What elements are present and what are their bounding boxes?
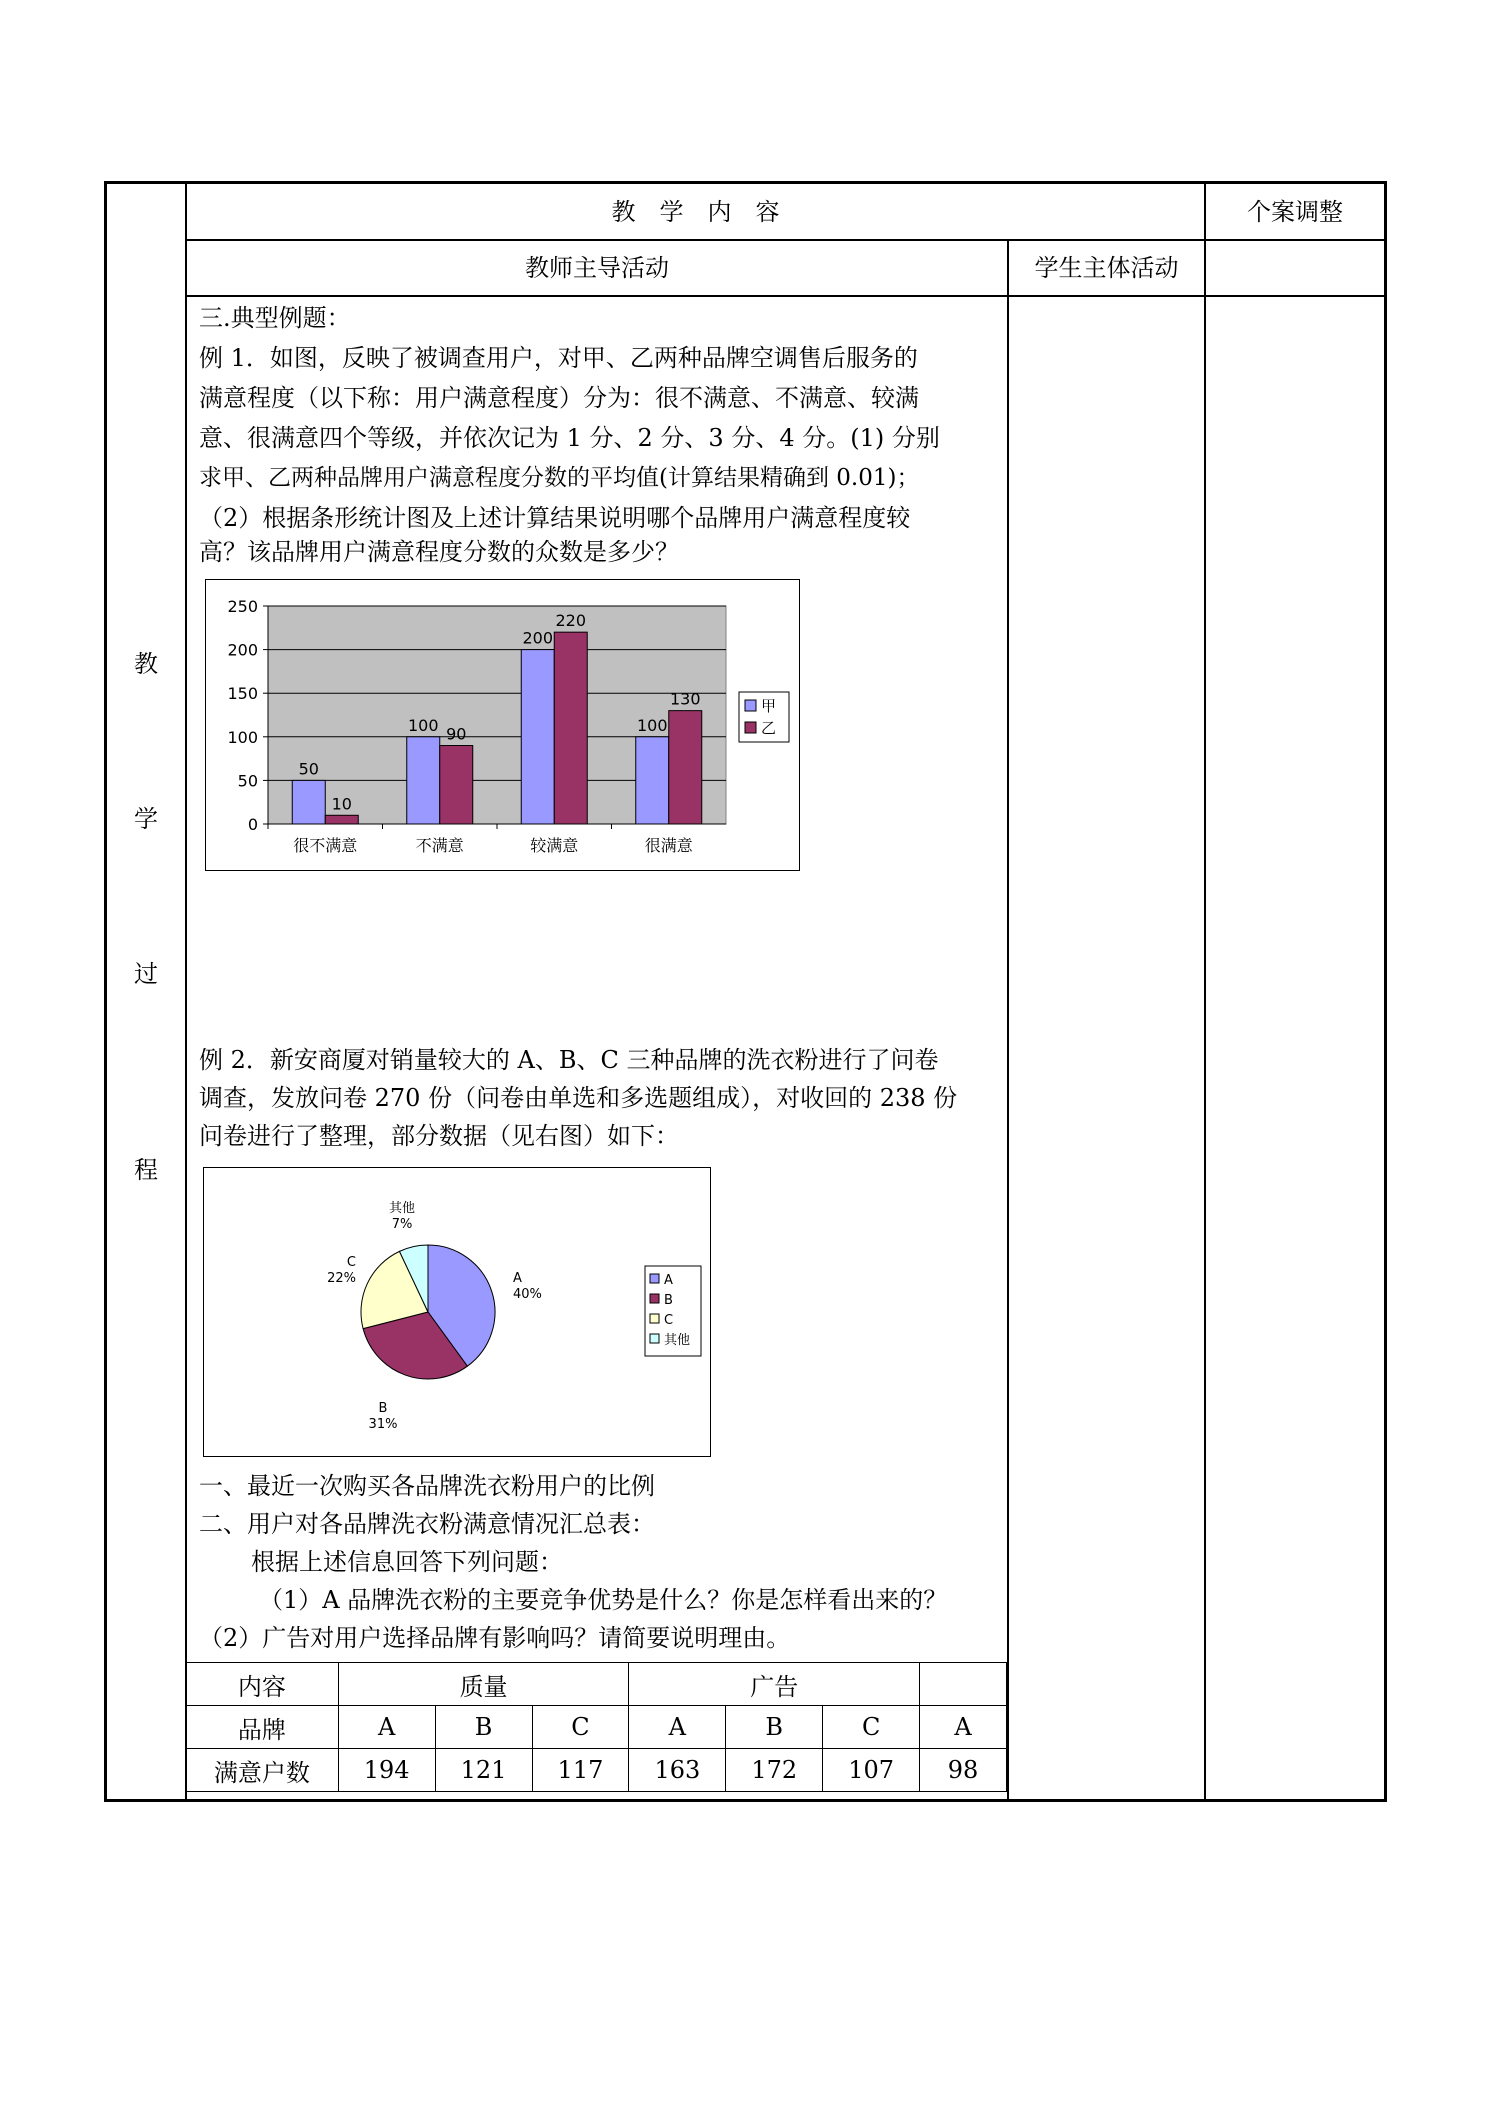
ex1-line: （2）根据条形统计图及上述计算结果说明哪个品牌用户满意程度较 bbox=[199, 504, 911, 532]
satisfaction-table bbox=[185, 1662, 1007, 1792]
data-label: 100 bbox=[407, 715, 439, 735]
slice-percent: 31% bbox=[368, 1417, 398, 1432]
table-cell: 163 bbox=[629, 1749, 726, 1792]
ex2-line: 调查，发放问卷 270 份（问卷由单选和多选题组成），对收回的 238 份 bbox=[199, 1084, 958, 1112]
slice-label: A bbox=[513, 1271, 522, 1286]
ex2-line: 问卷进行了整理，部分数据（见右图）如下： bbox=[199, 1122, 679, 1150]
data-label: 90 bbox=[446, 724, 467, 744]
student-column-title: 学生主体活动 bbox=[1034, 254, 1179, 282]
legend-swatch bbox=[650, 1334, 659, 1343]
x-tick-label: 不满意 bbox=[415, 836, 464, 855]
bar bbox=[636, 737, 669, 824]
bar bbox=[521, 650, 554, 824]
table-cell: 121 bbox=[435, 1749, 532, 1792]
side-label-4: 程 bbox=[134, 1156, 158, 1184]
table-cell: 107 bbox=[823, 1749, 920, 1792]
right-title: 个案调整 bbox=[1247, 198, 1343, 226]
legend-label: 甲 bbox=[761, 697, 777, 715]
table-cell: C bbox=[823, 1706, 920, 1749]
ex1-line: 满意程度（以下称：用户满意程度）分为：很不满意、不满意、较满 bbox=[199, 384, 919, 412]
bar-chart-box bbox=[205, 579, 800, 871]
table-cell: 满意户数 bbox=[186, 1749, 339, 1792]
table-cell: B bbox=[726, 1706, 823, 1749]
after-pie-line: （2）广告对用户选择品牌有影响吗？请简要说明理由。 bbox=[199, 1624, 791, 1652]
slice-percent: 7% bbox=[391, 1217, 413, 1232]
legend-swatch bbox=[650, 1314, 659, 1323]
bar bbox=[554, 632, 587, 824]
teacher-column-title: 教师主导活动 bbox=[525, 254, 669, 282]
after-pie-line: 根据上述信息回答下列问题： bbox=[251, 1548, 563, 1576]
ex1-line: 意、很满意四个等级，并依次记为 1 分、2 分、3 分、4 分。(1) 分别 bbox=[199, 424, 940, 452]
data-label: 10 bbox=[331, 794, 352, 814]
table-cell: 98 bbox=[920, 1749, 1007, 1792]
legend-swatch bbox=[745, 700, 756, 711]
side-column-divider bbox=[185, 181, 187, 1801]
legend-label: 其他 bbox=[664, 1333, 691, 1348]
side-label-1: 教 bbox=[134, 650, 158, 678]
data-label: 220 bbox=[555, 611, 587, 631]
ex2-line: 例 2．新安商厦对销量较大的 A、B、C 三种品牌的洗衣粉进行了问卷 bbox=[199, 1046, 939, 1074]
ex1-line: 例 1．如图，反映了被调查用户，对甲、乙两种品牌空调售后服务的 bbox=[199, 344, 918, 372]
slice-label: B bbox=[378, 1401, 388, 1416]
frame-left bbox=[104, 181, 107, 1802]
y-tick-label: 200 bbox=[227, 640, 258, 660]
bar-chart bbox=[206, 580, 799, 870]
x-tick-label: 很满意 bbox=[644, 836, 693, 855]
x-tick-label: 较满意 bbox=[530, 836, 579, 855]
frame-right bbox=[1384, 181, 1387, 1802]
table-cell: B bbox=[435, 1706, 532, 1749]
bar bbox=[407, 737, 440, 824]
bar bbox=[669, 711, 702, 824]
header-divider-2 bbox=[185, 295, 1385, 297]
y-tick-label: 0 bbox=[247, 815, 258, 834]
table-cell: A bbox=[338, 1706, 435, 1749]
x-tick-label: 很不满意 bbox=[293, 836, 358, 855]
legend-label: C bbox=[664, 1313, 674, 1328]
legend-label: 乙 bbox=[761, 719, 777, 737]
table-cell: A bbox=[629, 1706, 726, 1749]
section-title: 三.典型例题： bbox=[199, 304, 351, 332]
y-tick-label: 250 bbox=[227, 597, 258, 616]
table-cell bbox=[920, 1663, 1007, 1706]
legend-swatch bbox=[650, 1294, 659, 1303]
table-row bbox=[186, 1663, 1007, 1706]
side-label-2: 学 bbox=[134, 805, 158, 833]
ex1-line: 高？该品牌用户满意程度分数的众数是多少？ bbox=[199, 538, 679, 566]
data-label: 200 bbox=[522, 628, 554, 648]
legend-swatch bbox=[745, 722, 756, 733]
legend-label: A bbox=[664, 1273, 673, 1288]
table-cell: C bbox=[532, 1706, 629, 1749]
y-tick-label: 100 bbox=[227, 727, 258, 747]
table-cell: 117 bbox=[532, 1749, 629, 1792]
pie-chart bbox=[204, 1168, 710, 1456]
bar bbox=[292, 780, 325, 824]
right-column-divider bbox=[1204, 181, 1206, 1801]
slice-label: C bbox=[346, 1255, 356, 1270]
table-cell: 内容 bbox=[186, 1663, 339, 1706]
bar bbox=[325, 815, 358, 824]
frame-top bbox=[104, 181, 1387, 184]
table-cell: 194 bbox=[338, 1749, 435, 1792]
side-label-3: 过 bbox=[134, 960, 158, 988]
main-title: 教 学 内 容 bbox=[611, 198, 780, 226]
table-cell: 广告 bbox=[629, 1663, 920, 1706]
after-pie-line: （1）A 品牌洗衣粉的主要竞争优势是什么？你是怎样看出来的？ bbox=[259, 1586, 948, 1614]
slice-percent: 22% bbox=[327, 1271, 356, 1286]
slice-percent: 40% bbox=[513, 1287, 542, 1302]
ex1-line: 求甲、乙两种品牌用户满意程度分数的平均值(计算结果精确到 0.01)； bbox=[199, 465, 920, 491]
y-tick-label: 150 bbox=[227, 684, 258, 704]
data-label: 130 bbox=[669, 689, 701, 709]
table-cell: 品牌 bbox=[186, 1706, 339, 1749]
after-pie-line: 一、最近一次购买各品牌洗衣粉用户的比例 bbox=[199, 1472, 655, 1500]
after-pie-line: 二、用户对各品牌洗衣粉满意情况汇总表： bbox=[199, 1510, 655, 1538]
data-label: 50 bbox=[298, 759, 319, 779]
legend-swatch bbox=[650, 1274, 659, 1283]
table-cell: 172 bbox=[726, 1749, 823, 1792]
slice-label: 其他 bbox=[388, 1201, 416, 1216]
table-cell: A bbox=[920, 1706, 1007, 1749]
table-row bbox=[186, 1749, 1007, 1792]
frame-bottom bbox=[104, 1799, 1387, 1802]
student-column-divider bbox=[1007, 239, 1009, 1801]
bar bbox=[440, 746, 473, 824]
table-cell: 质量 bbox=[338, 1663, 629, 1706]
table-row bbox=[186, 1706, 1007, 1749]
header-divider-1 bbox=[185, 239, 1385, 241]
pie-chart-box bbox=[203, 1167, 711, 1457]
legend-label: B bbox=[664, 1293, 673, 1308]
y-tick-label: 50 bbox=[237, 771, 258, 791]
data-label: 100 bbox=[636, 715, 668, 735]
